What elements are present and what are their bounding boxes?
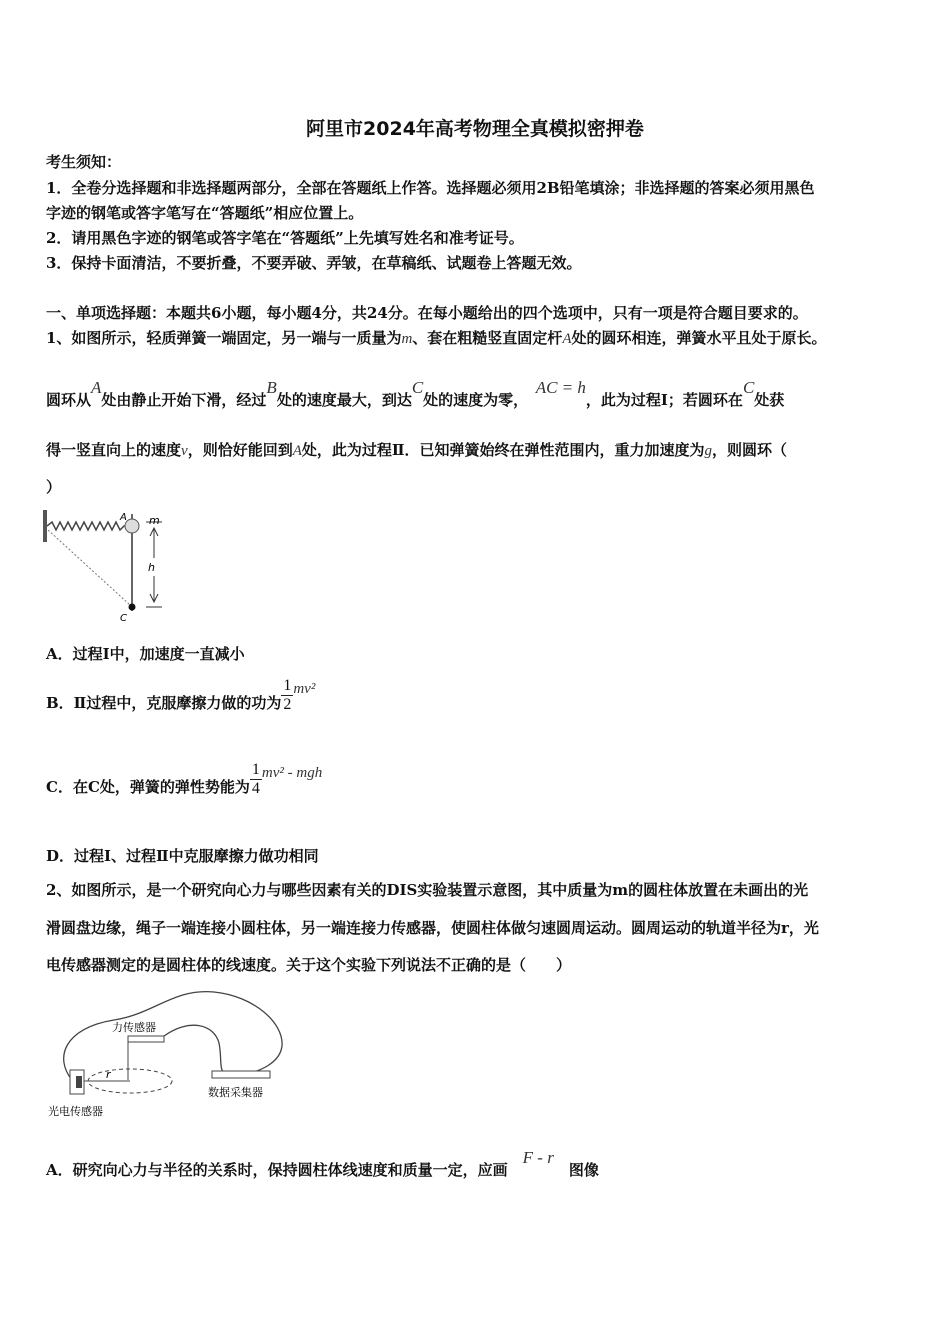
spring-ring-figure <box>40 506 180 626</box>
q2-line-3: 电传感器测定的是圆柱体的线速度。关于这个实验下列说法不正确的是（ ） <box>46 956 572 974</box>
q1-option-b: B．Ⅱ过程中，克服摩擦力做的功为 $\frac{1}{2}$ mv² <box>46 676 316 713</box>
q2-option-a: A．研究向心力与半径的关系时，保持圆柱体线速度和质量一定，应画 F - r 图像 <box>46 1148 599 1179</box>
force-sensor <box>128 1036 164 1042</box>
radius-label: r <box>106 1068 111 1081</box>
page-title: 阿里市2024年高考物理全真模拟密押卷 <box>306 118 644 140</box>
data-collector-label: 数据采集器 <box>208 1086 263 1099</box>
q1-line-3: 得一竖直向上的速度v，则恰好能回到A处，此为过程Ⅱ．已知弹簧始终在弹性范围内，重力加速度为g，则圆环（ <box>46 441 788 459</box>
label-a: A <box>120 512 127 523</box>
q1-option-a: A．过程Ⅰ中，加速度一直减小 <box>46 645 245 663</box>
data-collector <box>212 1071 270 1078</box>
spring <box>47 522 130 530</box>
wall <box>43 510 47 542</box>
ring <box>125 519 139 533</box>
label-c: C <box>120 613 127 624</box>
q1-line-4: ） <box>46 478 62 496</box>
q1-option-c: C．在C处，弹簧的弹性势能为 $\frac{1}{4}$ mv² - mgh <box>46 760 323 797</box>
q1-option-d: D．过程Ⅰ、过程Ⅱ中克服摩擦力做功相同 <box>46 847 319 865</box>
q2-line-1: 2、如图所示，是一个研究向心力与哪些因素有关的DIS实验装置示意图，其中质量为m的圆柱体放置在未画出的光 <box>46 881 809 899</box>
force-sensor-label: 力传感器 <box>112 1021 156 1034</box>
notice-item-2: 2．请用黑色字迹的钢笔或答字笔在“答题纸”上先填写姓名和准考证号。 <box>46 229 524 247</box>
section-heading: 一、单项选择题：本题共6小题，每小题4分，共24分。在每小题给出的四个选项中，只有一项是符合题目要求的。 <box>46 304 808 322</box>
q1-line-2: 圆环从A处由静止开始下滑，经过B处的速度最大，到达C处的速度为零， AC = h，此为过程Ⅰ；若圆环在C处获 <box>46 378 785 409</box>
dis-apparatus-figure <box>44 988 294 1123</box>
dashed-line <box>48 530 130 605</box>
cable-outer <box>64 992 282 1080</box>
cylinder <box>76 1076 82 1088</box>
notice-item-1: 1．全卷分选择题和非选择题两部分，全部在答题纸上作答。选择题必须用2B铅笔填涂；非选择题的答案必须用黑色 <box>46 179 815 197</box>
notice-item-3: 3．保持卡面清洁，不要折叠，不要弄破、弄皱，在草稿纸、试题卷上答题无效。 <box>46 254 582 272</box>
q1-line-1: 1、如图所示，轻质弹簧一端固定，另一端与一质量为m、套在粗糙竖直固定杆A处的圆环相连，弹簧水平且处于原长。 <box>46 329 827 347</box>
label-m: m <box>149 514 160 527</box>
point-c <box>129 604 136 611</box>
photo-sensor-label: 光电传感器 <box>48 1105 103 1118</box>
notice-heading: 考生须知： <box>46 153 122 171</box>
cable-inner <box>164 1025 224 1073</box>
notice-item-1-cont: 字迹的钢笔或答字笔写在“答题纸”相应位置上。 <box>46 204 364 222</box>
label-h: h <box>148 561 155 574</box>
q2-line-2: 滑圆盘边缘，绳子一端连接小圆柱体，另一端连接力传感器，使圆柱体做匀速圆周运动。圆周运动的轨道半径为r，光 <box>46 919 819 937</box>
